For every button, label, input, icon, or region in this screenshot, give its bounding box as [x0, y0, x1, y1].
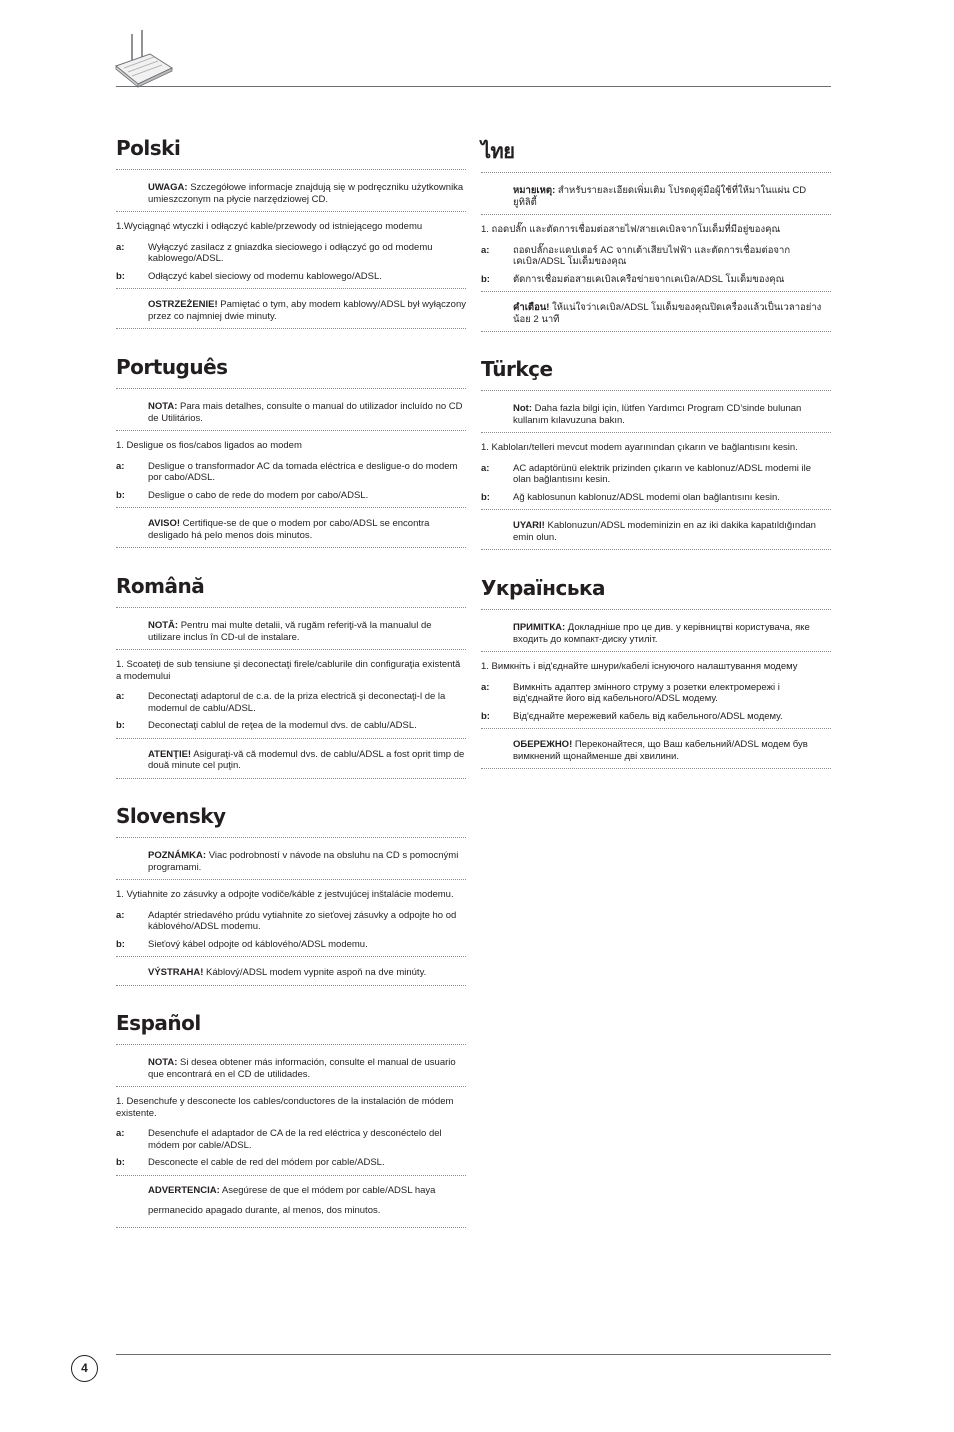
dotted-divider	[481, 549, 831, 550]
dotted-divider	[116, 160, 466, 170]
dotted-divider	[116, 598, 466, 608]
item-label: a:	[116, 241, 125, 253]
section-title: Polski	[116, 136, 181, 160]
item-text: ถอดปลั๊กอะแดปเตอร์ AC จากเต้าเสียบไฟฟ้า และตัดการเชื่อมต่อจากเคเบิล/ADSL โมเด็มของคุณ	[513, 244, 791, 267]
item-label: b:	[116, 270, 125, 282]
item-label: a:	[481, 681, 490, 693]
item-text: AC adaptörünü elektrik prizinden çıkarın ve kablonuz/ADSL modemi ile olan bağlantısını kesin.	[513, 462, 811, 485]
page-number: 4	[71, 1355, 98, 1382]
item-text: Deconectaţi adaptorul de c.a. de la priza electrică şi deconectaţi-l de la modemul de cablu/ADSL.	[148, 691, 446, 714]
note-text: Viac podrobností v návode na obsluhu na CD s pomocnými programami.	[148, 850, 459, 873]
section-title: Slovensky	[116, 804, 226, 828]
item-label: b:	[481, 710, 490, 722]
section-title: Türkçe	[481, 357, 553, 381]
dotted-divider	[116, 1035, 466, 1045]
dotted-divider	[116, 547, 466, 548]
dotted-divider	[481, 163, 831, 173]
warning-text: Asiguraţi-vă că modemul dvs. de cablu/ADSL a fost oprit timp de două minute cel puţin.	[148, 748, 465, 771]
item-text: Wyłączyć zasilacz z gniazdka sieciowego i odłączyć go od modemu kablowego/ADSL.	[148, 241, 433, 264]
note-label: NOTA:	[148, 401, 178, 412]
section-portugues	[116, 355, 466, 548]
dotted-divider	[116, 328, 466, 329]
warning	[116, 508, 466, 547]
step-text: 1. Desenchufe y desconecte los cables/conductores de la instalación de módem existente.	[116, 1096, 454, 1119]
warning-text: Káblový/ADSL modem vypnite aspoň na dve minúty.	[203, 967, 427, 978]
warning	[481, 292, 831, 331]
warning	[116, 289, 466, 328]
section-romana	[116, 574, 466, 779]
warning	[116, 957, 466, 985]
warning	[116, 1176, 466, 1227]
footer-rule	[116, 1354, 831, 1355]
note	[481, 173, 831, 214]
warning-label: VÝSTRAHA!	[148, 967, 204, 978]
warning-label: AVISO!	[148, 518, 181, 529]
note-text: สำหรับรายละเอียดเพิ่มเติม โปรดดูคู่มือผู้ใช้ที่ให้มาในแผ่น CD ยูทิลิตี้	[513, 185, 807, 208]
item-label: b:	[116, 1157, 125, 1168]
section-title: Español	[116, 1011, 201, 1035]
step-text: 1. ถอดปลั๊ก และตัดการเชื่อมต่อสายไฟ/สายเคเบิลจากโมเด็มที่มีอยู่ของคุณ	[481, 224, 781, 235]
item-label: a:	[116, 1128, 125, 1139]
note	[116, 170, 466, 211]
step-a	[116, 461, 466, 484]
step-text: 1. Вимкніть і від'єднайте шнури/кабелі існуючого налаштування модему	[481, 661, 798, 672]
warning-label: คำเตือน!	[513, 302, 550, 313]
warning-text: Переконайтеся, що Ваш кабельний/ADSL модем був вимкнений щонайменше дві хвилини.	[513, 739, 808, 762]
dotted-divider	[116, 1227, 466, 1228]
warning-label: OSTRZEŻENIE!	[148, 299, 218, 310]
step-a	[481, 245, 831, 268]
section-polski	[116, 136, 466, 329]
step-text: 1. Scoateţi de sub tensiune şi deconectaţi firele/cablurile din configuraţia existentă a modemului	[116, 659, 461, 682]
note-text: Para mais detalhes, consulte o manual do utilizador incluído no CD de Utilitários.	[148, 401, 463, 424]
note-label: หมายเหตุ:	[513, 185, 556, 196]
item-label: b:	[116, 938, 125, 950]
step-b	[481, 492, 831, 504]
step-a	[116, 910, 466, 933]
step-b	[116, 939, 466, 951]
warning-text: Pamiętać o tym, aby modem kablowy/ADSL był wyłączony przez co najmniej dwie minuty.	[148, 299, 466, 322]
note	[116, 608, 466, 649]
step-b	[116, 271, 466, 283]
section-title: ไทย	[481, 139, 515, 163]
item-text: Desenchufe el adaptador de CA de la red eléctrica y desconéctelo del módem por cable/ADSL.	[148, 1128, 442, 1151]
note-label: NOTĂ:	[148, 620, 179, 631]
warning-label: ОБЕРЕЖНО!	[513, 739, 573, 750]
section-espanol	[116, 1011, 466, 1228]
note-text: Si desea obtener más información, consulte el manual de usuario que encontrará en el CD de utilidades.	[148, 1057, 456, 1080]
item-text: ตัดการเชื่อมต่อสายเคเบิลเครือข่ายจากเคเบิล/ADSL โมเด็มของคุณ	[513, 273, 785, 285]
warning	[481, 510, 831, 549]
step-a	[481, 682, 831, 705]
dotted-divider	[116, 778, 466, 779]
step-b	[116, 720, 466, 732]
step-b	[116, 1157, 466, 1169]
warning-text: ให้แน่ใจว่าเคเบิล/ADSL โมเด็มของคุณปิดเครื่องแล้วเป็นเวลาอย่างน้อย 2 นาที	[513, 302, 822, 325]
step-b	[116, 490, 466, 502]
note	[481, 610, 831, 651]
item-label: a:	[481, 244, 490, 256]
item-label: b:	[116, 489, 125, 501]
note-label: ПРИМІТКА:	[513, 622, 566, 633]
step-text: 1. Vytiahnite zo zásuvky a odpojte vodiče/káble z jestvujúcej inštalácie modemu.	[116, 889, 454, 900]
section-title: Română	[116, 574, 205, 598]
step-text: 1.Wyciągnąć wtyczki i odłączyć kable/przewody od istniejącego modemu	[116, 221, 423, 232]
item-text: Ağ kablosunun kablonuz/ADSL modemi olan bağlantısını kesin.	[513, 491, 780, 503]
step-text: 1. Desligue os fios/cabos ligados ao modem	[116, 440, 302, 451]
dotted-divider	[116, 379, 466, 389]
item-text: Desligue o cabo de rede do modem por cabo/ADSL.	[148, 489, 369, 501]
step-a	[116, 242, 466, 265]
warning	[481, 729, 831, 768]
item-text: Deconectaţi cablul de reţea de la modemul dvs. de cablu/ADSL.	[148, 720, 417, 731]
section-title: Português	[116, 355, 228, 379]
section-title: Українська	[481, 576, 606, 600]
header-rule	[116, 86, 831, 87]
note-label: Not:	[513, 403, 532, 414]
dotted-divider	[481, 768, 831, 769]
dotted-divider	[116, 985, 466, 986]
section-thai	[481, 139, 831, 332]
note-label: NOTA:	[148, 1057, 178, 1068]
item-text: Від'єднайте мережевий кабель від кабельного/ADSL модему.	[513, 710, 783, 722]
router-illustration	[110, 28, 176, 88]
note	[116, 389, 466, 430]
note-text: Pentru mai multe detalii, vă rugăm referiţi-vă la manualul de utilizare inclus în CD-ul de instalare.	[148, 620, 432, 643]
item-label: a:	[481, 462, 490, 474]
warning-text: Kablonuzun/ADSL modeminizin en az iki dakika kapatıldığından emin olun.	[513, 520, 816, 543]
dotted-divider	[116, 828, 466, 838]
item-text: Sieťový kábel odpojte od káblového/ADSL modemu.	[148, 938, 368, 950]
step-a	[116, 691, 466, 714]
note-text: Szczegółowe informacje znajdują się w podręczniku użytkownika umieszczonym na płycie narzędziowej CD.	[148, 182, 464, 205]
step-b	[481, 274, 831, 286]
step-b	[481, 711, 831, 723]
dotted-divider	[481, 331, 831, 332]
item-text: Desligue o transformador AC da tomada eléctrica e desligue-o do modem por cabo/ADSL.	[148, 460, 458, 483]
item-text: Вимкніть адаптер змінного струму з розетки електромережі і від'єднайте його від кабельного/ADSL модему.	[513, 681, 780, 704]
item-label: b:	[116, 720, 125, 731]
item-text: Odłączyć kabel sieciowy od modemu kablowego/ADSL.	[148, 270, 382, 282]
warning-label: UYARI!	[513, 520, 545, 531]
item-label: a:	[116, 460, 125, 472]
section-slovensky	[116, 804, 466, 986]
dotted-divider	[481, 381, 831, 391]
step-text: 1. Kabloları/telleri mevcut modem ayarınından çıkarın ve bağlantısını kesin.	[481, 442, 798, 453]
item-label: b:	[481, 491, 490, 503]
note	[481, 391, 831, 432]
item-text: Desconecte el cable de red del módem por cable/ADSL.	[148, 1157, 385, 1168]
note	[116, 838, 466, 879]
note-text: Докладніше про це див. у керівництві користувача, яке входить до компакт-диску утиліт.	[513, 622, 810, 645]
item-text: Adaptér striedavého prúdu vytiahnite zo sieťovej zásuvky a odpojte ho od káblového/ADSL modemu.	[148, 909, 457, 932]
note-label: POZNÁMKA:	[148, 850, 207, 861]
warning	[116, 739, 466, 778]
item-label: b:	[481, 273, 490, 285]
section-turkce	[481, 357, 831, 550]
note	[116, 1045, 466, 1086]
note-label: UWAGA:	[148, 182, 188, 193]
step-a	[116, 1128, 466, 1151]
step-a	[481, 463, 831, 486]
warning-label: ATENŢIE!	[148, 748, 192, 760]
warning-label: ADVERTENCIA:	[148, 1184, 220, 1196]
dotted-divider	[481, 600, 831, 610]
warning-text: Certifique-se de que o modem por cabo/ADSL se encontra desligado há pelo menos dois minutos.	[148, 518, 430, 541]
item-label: a:	[116, 909, 125, 921]
section-ukrainska	[481, 576, 831, 769]
note-text: Daha fazla bilgi için, lütfen Yardımcı Program CD’sinde bulunan kullanım kılavuzuna bakın.	[513, 403, 802, 426]
warning-text: Asegúrese de que el módem por cable/ADSL haya permanecido apagado durante, al menos, dos minutos.	[148, 1184, 436, 1216]
item-label: a:	[116, 691, 125, 702]
